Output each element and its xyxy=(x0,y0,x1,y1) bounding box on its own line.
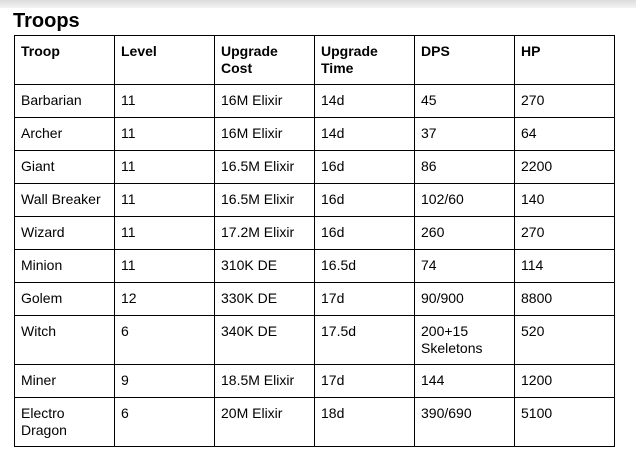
cell-level: 11 xyxy=(115,118,215,151)
cell-upgrade-cost: 16M Elixir xyxy=(215,118,315,151)
cell-level: 11 xyxy=(115,250,215,283)
header-upgrade-cost: Upgrade Cost xyxy=(215,36,315,85)
table-row xyxy=(15,118,615,151)
header-upgrade-time: Upgrade Time xyxy=(315,36,415,85)
cell-dps: 102/60 xyxy=(415,184,515,217)
header-hp: HP xyxy=(515,36,615,85)
cell-upgrade-cost: 330K DE xyxy=(215,283,315,316)
cell-troop: Giant xyxy=(15,151,115,184)
page-title: Troops xyxy=(13,10,80,32)
cell-upgrade-time: 17d xyxy=(315,365,415,398)
cell-dps: 260 xyxy=(415,217,515,250)
cell-troop: Wizard xyxy=(15,217,115,250)
cell-troop: Barbarian xyxy=(15,85,115,118)
cell-dps: 144 xyxy=(415,365,515,398)
cell-upgrade-time: 16.5d xyxy=(315,250,415,283)
table-row xyxy=(15,250,615,283)
header-dps: DPS xyxy=(415,36,515,85)
cell-level: 11 xyxy=(115,85,215,118)
cell-upgrade-time: 18d xyxy=(315,398,415,447)
header-level: Level xyxy=(115,36,215,85)
cell-upgrade-cost: 17.2M Elixir xyxy=(215,217,315,250)
table-row xyxy=(15,184,615,217)
header-troop: Troop xyxy=(15,36,115,85)
cell-dps: 200+15 Skeletons xyxy=(415,316,515,365)
table-row xyxy=(15,316,615,365)
cell-troop: Witch xyxy=(15,316,115,365)
cell-hp: 270 xyxy=(515,85,615,118)
cell-upgrade-time: 17d xyxy=(315,283,415,316)
cell-level: 11 xyxy=(115,151,215,184)
troops-table xyxy=(14,35,615,447)
cell-upgrade-cost: 16M Elixir xyxy=(215,85,315,118)
table-row xyxy=(15,151,615,184)
cell-upgrade-cost: 16.5M Elixir xyxy=(215,184,315,217)
cell-dps: 390/690 xyxy=(415,398,515,447)
cell-level: 9 xyxy=(115,365,215,398)
cell-hp: 5100 xyxy=(515,398,615,447)
cell-hp: 520 xyxy=(515,316,615,365)
cell-upgrade-cost: 310K DE xyxy=(215,250,315,283)
table-row xyxy=(15,365,615,398)
table-row xyxy=(15,217,615,250)
cell-upgrade-cost: 340K DE xyxy=(215,316,315,365)
table-row xyxy=(15,283,615,316)
table-row xyxy=(15,85,615,118)
cell-upgrade-time: 16d xyxy=(315,217,415,250)
cell-dps: 45 xyxy=(415,85,515,118)
cell-troop: Miner xyxy=(15,365,115,398)
cell-dps: 86 xyxy=(415,151,515,184)
cell-upgrade-time: 14d xyxy=(315,118,415,151)
cell-hp: 270 xyxy=(515,217,615,250)
cell-hp: 8800 xyxy=(515,283,615,316)
cell-hp: 64 xyxy=(515,118,615,151)
cell-hp: 114 xyxy=(515,250,615,283)
cell-upgrade-time: 14d xyxy=(315,85,415,118)
table-row xyxy=(15,398,615,447)
cell-level: 11 xyxy=(115,184,215,217)
cell-troop: Minion xyxy=(15,250,115,283)
cell-level: 12 xyxy=(115,283,215,316)
cell-dps: 74 xyxy=(415,250,515,283)
cell-level: 6 xyxy=(115,316,215,365)
cell-upgrade-cost: 20M Elixir xyxy=(215,398,315,447)
cell-hp: 140 xyxy=(515,184,615,217)
cell-dps: 90/900 xyxy=(415,283,515,316)
cell-upgrade-cost: 18.5M Elixir xyxy=(215,365,315,398)
cell-upgrade-cost: 16.5M Elixir xyxy=(215,151,315,184)
cell-upgrade-time: 17.5d xyxy=(315,316,415,365)
cell-troop: Wall Breaker xyxy=(15,184,115,217)
cell-level: 6 xyxy=(115,398,215,447)
cell-dps: 37 xyxy=(415,118,515,151)
cell-troop: Electro Dragon xyxy=(15,398,115,447)
table-header xyxy=(15,36,615,85)
cell-upgrade-time: 16d xyxy=(315,184,415,217)
cell-level: 11 xyxy=(115,217,215,250)
table-body xyxy=(15,85,615,447)
cell-troop: Archer xyxy=(15,118,115,151)
header-row xyxy=(15,36,615,85)
cell-troop: Golem xyxy=(15,283,115,316)
cell-upgrade-time: 16d xyxy=(315,151,415,184)
cell-hp: 1200 xyxy=(515,365,615,398)
cell-hp: 2200 xyxy=(515,151,615,184)
